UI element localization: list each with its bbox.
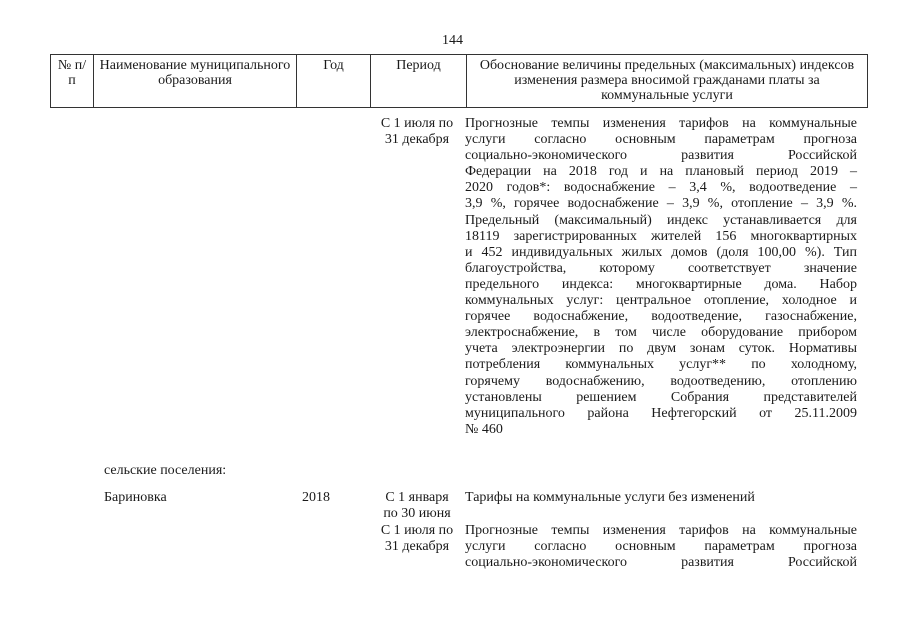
block1-basis-line: услуги согласно основным параметрам прогноза <box>465 132 857 148</box>
header-basis: Обоснование величины предельных (максимальных) индексов изменения размера вносимой гражданами платы за коммунальные услуги <box>467 55 868 108</box>
block1-basis-line: горячее водоснабжение, водоотведение, газоснабжение, <box>465 309 857 325</box>
block1-basis-line: и 452 индивидуальных жилых домов (доля 100,00 %). Тип <box>465 244 857 260</box>
block1-basis-line: электроснабжение, в том числе оборудование прибором <box>465 325 857 341</box>
header-year: Год <box>297 55 371 108</box>
block1-basis-line: 2020 годов*: водоснабжение – 3,4 %, водоотведение – <box>465 180 857 196</box>
row-bar-period1-line2: по 30 июня <box>383 506 451 522</box>
block1-period-line2: 31 декабря <box>384 132 450 148</box>
page-number: 144 <box>442 33 463 48</box>
block1-basis-line: муниципального района Нефтегорский от 25.11.2009 <box>465 405 857 421</box>
block1-basis-line: Федерации на 2018 год и на плановый период 2019 – <box>465 164 857 180</box>
block1-basis-line: 3,9 %, горячее водоснабжение – 3,9 %, отопление – 3,9 %. <box>465 196 857 212</box>
row-bar-basis1: Тарифы на коммунальные услуги без изменений <box>465 490 755 505</box>
row-bar-basis2-line: социально-экономического развития Российской <box>465 555 857 571</box>
header-period: Период <box>371 55 467 108</box>
row-bar-period2-line2: 31 декабря <box>384 539 450 555</box>
header-num: № п/п <box>51 55 94 108</box>
block1-basis-line: учета электроэнергии по двум зонам суток. Нормативы <box>465 341 857 357</box>
row-bar-period1-line1: С 1 января <box>385 490 449 505</box>
block1-basis-line: горячему водоснабжению, водоотведению, отоплению <box>465 373 857 389</box>
block1-period <box>369 116 465 148</box>
block1-basis-line: коммунальных услуг: центральное отопление, холодное и <box>465 293 857 309</box>
block1-basis-line: благоустройства, которому соответствует значение <box>465 260 857 276</box>
row-bar-basis2 <box>465 523 857 571</box>
block1-basis-line: 18119 зарегистрированных жителей 156 многоквартирных <box>465 228 857 244</box>
row-bar-year: 2018 <box>302 490 330 505</box>
block1-basis-line: установлены решением Собрания представителей <box>465 389 857 405</box>
block1-basis <box>465 116 857 438</box>
row-bar-period2 <box>369 523 465 555</box>
row-bar-basis2-line: Прогнозные темпы изменения тарифов на коммунальные <box>465 523 857 538</box>
block1-basis-line: Прогнозные темпы изменения тарифов на коммунальные <box>465 116 857 131</box>
block1-basis-line: потребления коммунальных услуг** по холодному, <box>465 357 857 373</box>
row-bar-period1 <box>369 490 465 522</box>
block1-period-line1: С 1 июля по <box>380 116 454 131</box>
block1-basis-line: предельного индекса: многоквартирные дома. Набор <box>465 276 857 292</box>
row-bar-basis2-line: услуги согласно основным параметрам прогноза <box>465 539 857 555</box>
block1-basis-line: социально-экономического развития Российской <box>465 148 857 164</box>
section-label: сельские поселения: <box>104 463 227 478</box>
table-header <box>50 54 868 108</box>
block1-basis-line: Предельный (максимальный) индекс устанавливается для <box>465 212 857 228</box>
row-bar-period2-line1: С 1 июля по <box>380 523 454 538</box>
header-name: Наименование муниципального образования <box>94 55 297 108</box>
row-bar-name: Бариновка <box>104 490 167 505</box>
header-row <box>51 55 868 108</box>
block1-basis-line: № 460 <box>465 421 503 437</box>
